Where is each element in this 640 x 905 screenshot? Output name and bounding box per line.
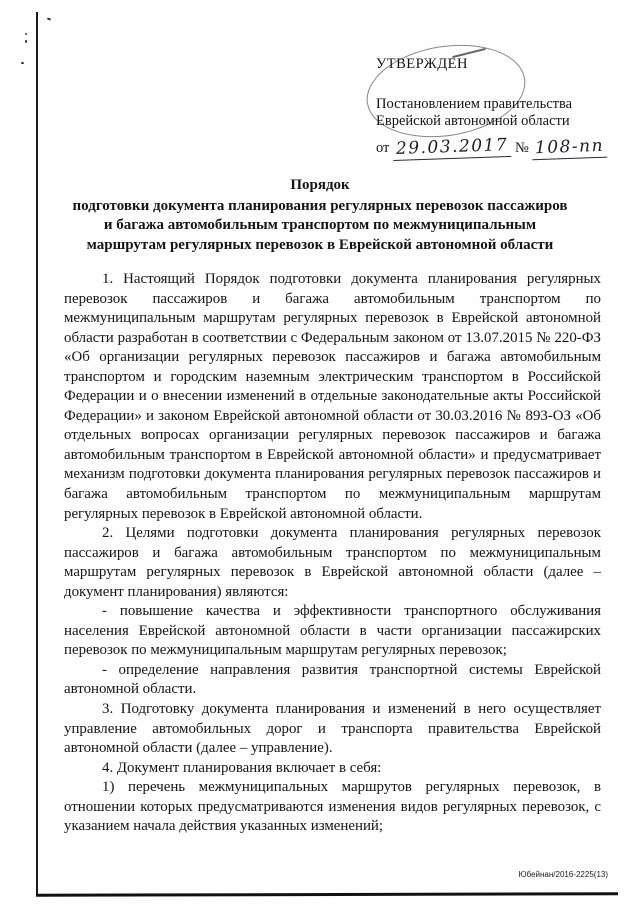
approval-by-line2: Еврейской автономной области	[376, 113, 570, 129]
paragraph-3: - повышение качества и эффективности транспортного обслуживания населения Еврейской автономной области в части организации пассажирских перевозок по межмуниципальным маршрутам регулярных перевозок;	[64, 603, 601, 659]
document-body	[64, 270, 601, 837]
scan-edge-bottom-line	[36, 892, 618, 897]
document-title-heading: Порядок	[290, 177, 350, 193]
footer-reference-code: Юбейнан/2016-2225(13)	[518, 870, 608, 879]
scan-speck	[25, 40, 27, 43]
paragraph-2: 2. Целями подготовки документа планирования регулярных перевозок пассажиров и багажа автомобильным транспортом по межмуниципальным маршрутам регулярных перевозок в Еврейской автономной области (далее – документ планирования) являются:	[64, 525, 601, 600]
paragraph-4: - определение направления развития транспортной системы Еврейской автономной области.	[64, 661, 601, 698]
scan-edge-left-line	[36, 12, 38, 895]
paragraph-1: 1. Настоящий Порядок подготовки документа планирования регулярных перевозок пассажиров и багажа автомобильным транспортом по межмуниципальным маршрутам регулярных перевозок в Еврейской автономной области разработан в соответствии с Федеральным законом от 13.07.2015 № 220-ФЗ «Об организации регулярных перевозок пассажиров и багажа автомобильным транспортом и городским наземным электрическим транспортом в Российской Федерации и о внесении изменений в отдельные законодательные акты Российской Федерации» и законом Еврейской автономной области от 30.03.2016 № 893-ОЗ «Об отдельных вопросах организации регулярных перевозок пассажиров и багажа автомобильным транспортом в Еврейской автономной области» и предусматривает механизм подготовки документа планирования регулярных перевозок пассажиров и багажа автомобильным транспортом по межмуниципальным маршрутам регулярных перевозок в Еврейской автономной области.	[64, 271, 601, 522]
document-title-subtitle: подготовки документа планирования регулярных перевозок пассажиров и багажа автомобильным транспортом по межмуниципальным маршрутам регулярных перевозок в Еврейской автономной области	[72, 197, 568, 253]
scan-speck	[21, 62, 24, 64]
approval-date-handwritten: 29.03.2017	[393, 136, 512, 160]
scan-speck	[25, 33, 27, 35]
approval-date-label: от	[376, 139, 390, 156]
paragraph-7: 1) перечень межмуниципальных маршрутов регулярных перевозок, в отношении которых предусматриваются изменения видов регулярных перевозок, с указанием начала действия указанных изменений;	[64, 779, 601, 835]
approval-date-line	[376, 134, 608, 159]
document-title-block	[70, 176, 570, 255]
paragraph-5: 3. Подготовку документа планирования и изменений в него осуществляет управление автомобильных дорог и транспорта правительства Еврейской автономной области (далее – управление).	[64, 701, 601, 757]
approval-status: УТВЕРЖДЕН	[376, 56, 468, 72]
scan-speck	[47, 17, 51, 20]
approval-by-line1: Постановлением правительства	[376, 95, 573, 112]
approval-number-label: №	[515, 139, 529, 156]
approval-block	[376, 56, 608, 158]
approval-number-handwritten: 108-пп	[532, 137, 608, 159]
paragraph-6: 4. Документ планирования включает в себя:	[102, 759, 382, 776]
